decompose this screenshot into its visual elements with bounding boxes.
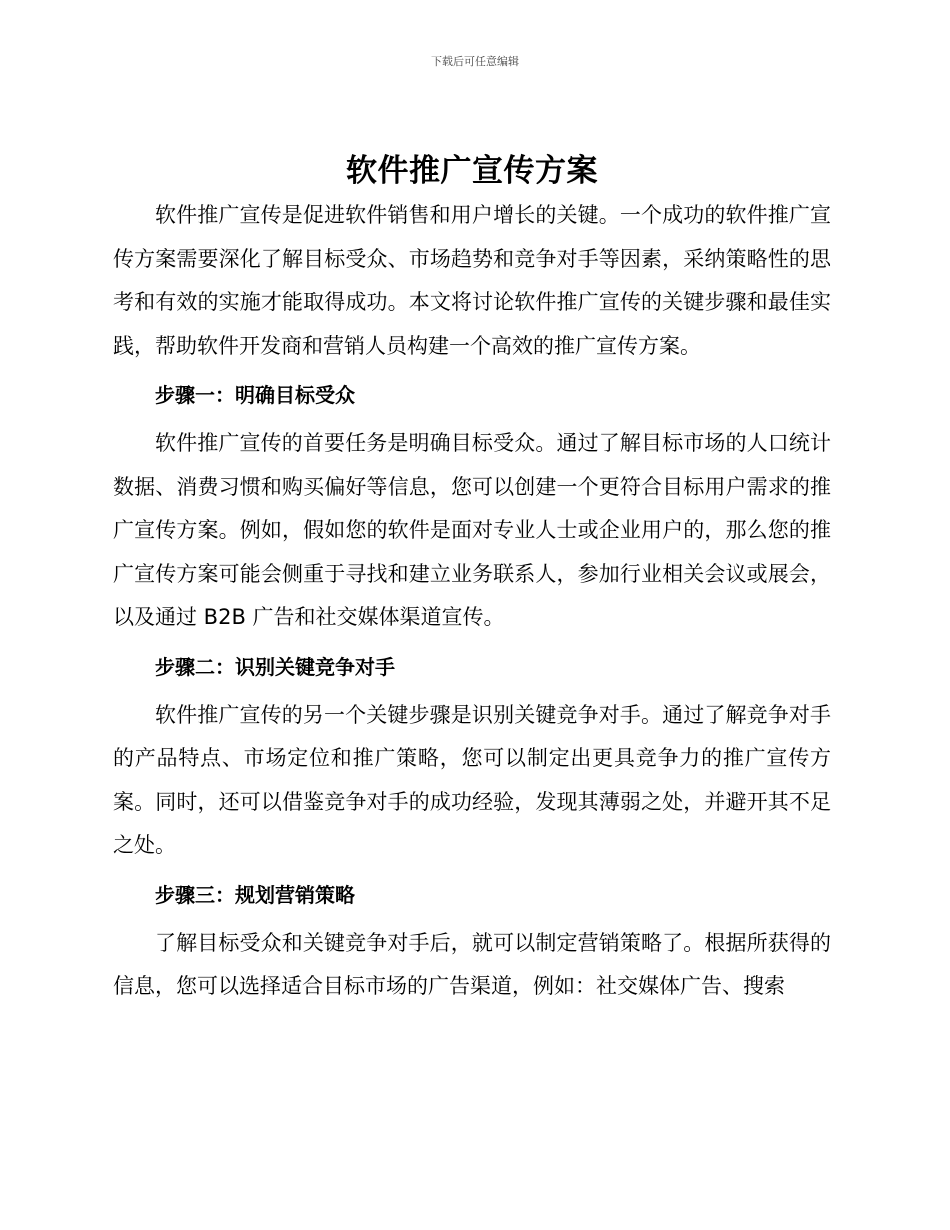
intro-paragraph: 软件推广宣传是促进软件销售和用户增长的关键。一个成功的软件推广宣传方案需要深化了解目标受众、市场趋势和竞争对手等因素，采纳策略性的思考和有效的实施才能取得成功。本文将讨论软件推广宣传的关键步骤和最佳实践，帮助软件开发商和营销人员构建一个高效的推广宣传方案。 — [113, 203, 831, 358]
spacer — [113, 640, 831, 652]
document-title: 软件推广宣传方案 — [346, 153, 598, 189]
document-body — [113, 148, 831, 1009]
step-1-heading: 步骤一：明确目标受众 — [155, 383, 355, 407]
spacer — [113, 368, 831, 380]
spacer — [113, 910, 831, 922]
step-2-heading: 步骤二：识别关键竞争对手 — [155, 654, 395, 679]
spacer — [113, 868, 831, 880]
step-3-paragraph: 了解目标受众和关键竞争对手后，就可以制定营销策略了。根据所获得的信息，您可以选择适合目标市场的广告渠道，例如：社交媒体广告、搜索 — [113, 930, 831, 998]
step-1-paragraph: 软件推广宣传的首要任务是明确目标受众。通过了解目标市场的人口统计数据、消费习惯和购买偏好等信息，您可以创建一个更符合目标用户需求的推广宣传方案。例如，假如您的软件是面对专业人士或企业用户的，那么您的推广宣传方案可能会侧重于寻找和建立业务联系人，参加行业相关会议或展会，以及通过 B2B 广告和社交媒体渠道宣传。 — [113, 431, 831, 629]
spacer — [113, 410, 831, 422]
header-note: 下载后可任意编辑 — [431, 55, 519, 68]
step-3-heading: 步骤三：规划营销策略 — [155, 882, 355, 907]
step-2-paragraph: 软件推广宣传的另一个关键步骤是识别关键竞争对手。通过了解竞争对手的产品特点、市场定位和推广策略，您可以制定出更具竞争力的推广宣传方案。同时，还可以借鉴竞争对手的成功经验，发现其薄弱之处，并避开其不足之处。 — [113, 702, 831, 857]
spacer — [113, 682, 831, 694]
